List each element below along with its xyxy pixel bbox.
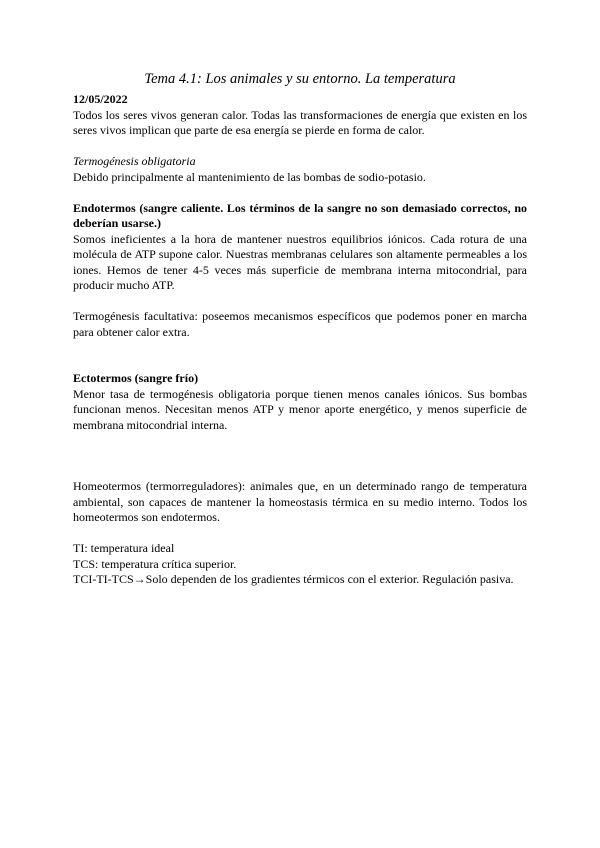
document-date: 12/05/2022 — [73, 92, 128, 106]
document-title: Tema 4.1: Los animales y su entorno. La temperatura — [144, 71, 456, 87]
definition-line-range: TCI-TI-TCS→Solo dependen de los gradientes térmicos con el exterior. Regulación pasiva. — [73, 572, 514, 586]
endotermos-text: Somos ineficientes a la hora de mantener nuestros equilibrios iónicos. Cada rotura de una molécula de ATP supone calor. Nuestras membranas celulares son altamente permeables a los iones. Hemos de tener 4-5 veces más superficie de membrana interna mitocondrial, para producir mucho ATP. — [73, 231, 527, 292]
document-page — [73, 68, 527, 588]
termogenesis-obligatoria-text: Debido principalmente al mantenimiento de las bombas de sodio-potasio. — [73, 169, 426, 184]
spacer — [73, 340, 527, 371]
intro-paragraph: Todos los seres vivos generan calor. Todas las transformaciones de energía que existen en los seres vivos implican que parte de esa energía se pierde en forma de calor. — [73, 107, 527, 137]
homeotermos-paragraph: Homeotermos (termorreguladores): animales que, en un determinado rango de temperatura ambiental, son capaces de mantener la homeostasis térmica en su medio interno. Todos los homeotermos son endotermos. — [73, 479, 527, 524]
spacer — [73, 433, 527, 479]
endotermos-heading: Endotermos (sangre caliente. Los términos de la sangre no son demasiado correctos, no deberían usarse.) — [73, 200, 527, 230]
definition-line-ti: TI: temperatura ideal — [73, 541, 175, 555]
termogenesis-obligatoria-heading: Termogénesis obligatoria — [73, 154, 196, 168]
termogenesis-facultativa-paragraph: Termogénesis facultativa: poseemos mecanismos específicos que podemos poner en marcha para obtener calor extra. — [73, 309, 527, 339]
spacer — [73, 139, 527, 155]
spacer — [73, 185, 527, 201]
spacer — [73, 526, 527, 542]
definition-line-tcs: TCS: temperatura crítica superior. — [73, 556, 237, 571]
ectotermos-heading: Ectotermos (sangre frío) — [73, 371, 199, 385]
ectotermos-text: Menor tasa de termogénesis obligatoria porque tienen menos canales iónicos. Sus bombas funcionan menos. Necesitan menos ATP y menor aporte energético, y menos superficie de membrana mitocondrial interna. — [73, 386, 527, 432]
spacer — [73, 294, 527, 310]
